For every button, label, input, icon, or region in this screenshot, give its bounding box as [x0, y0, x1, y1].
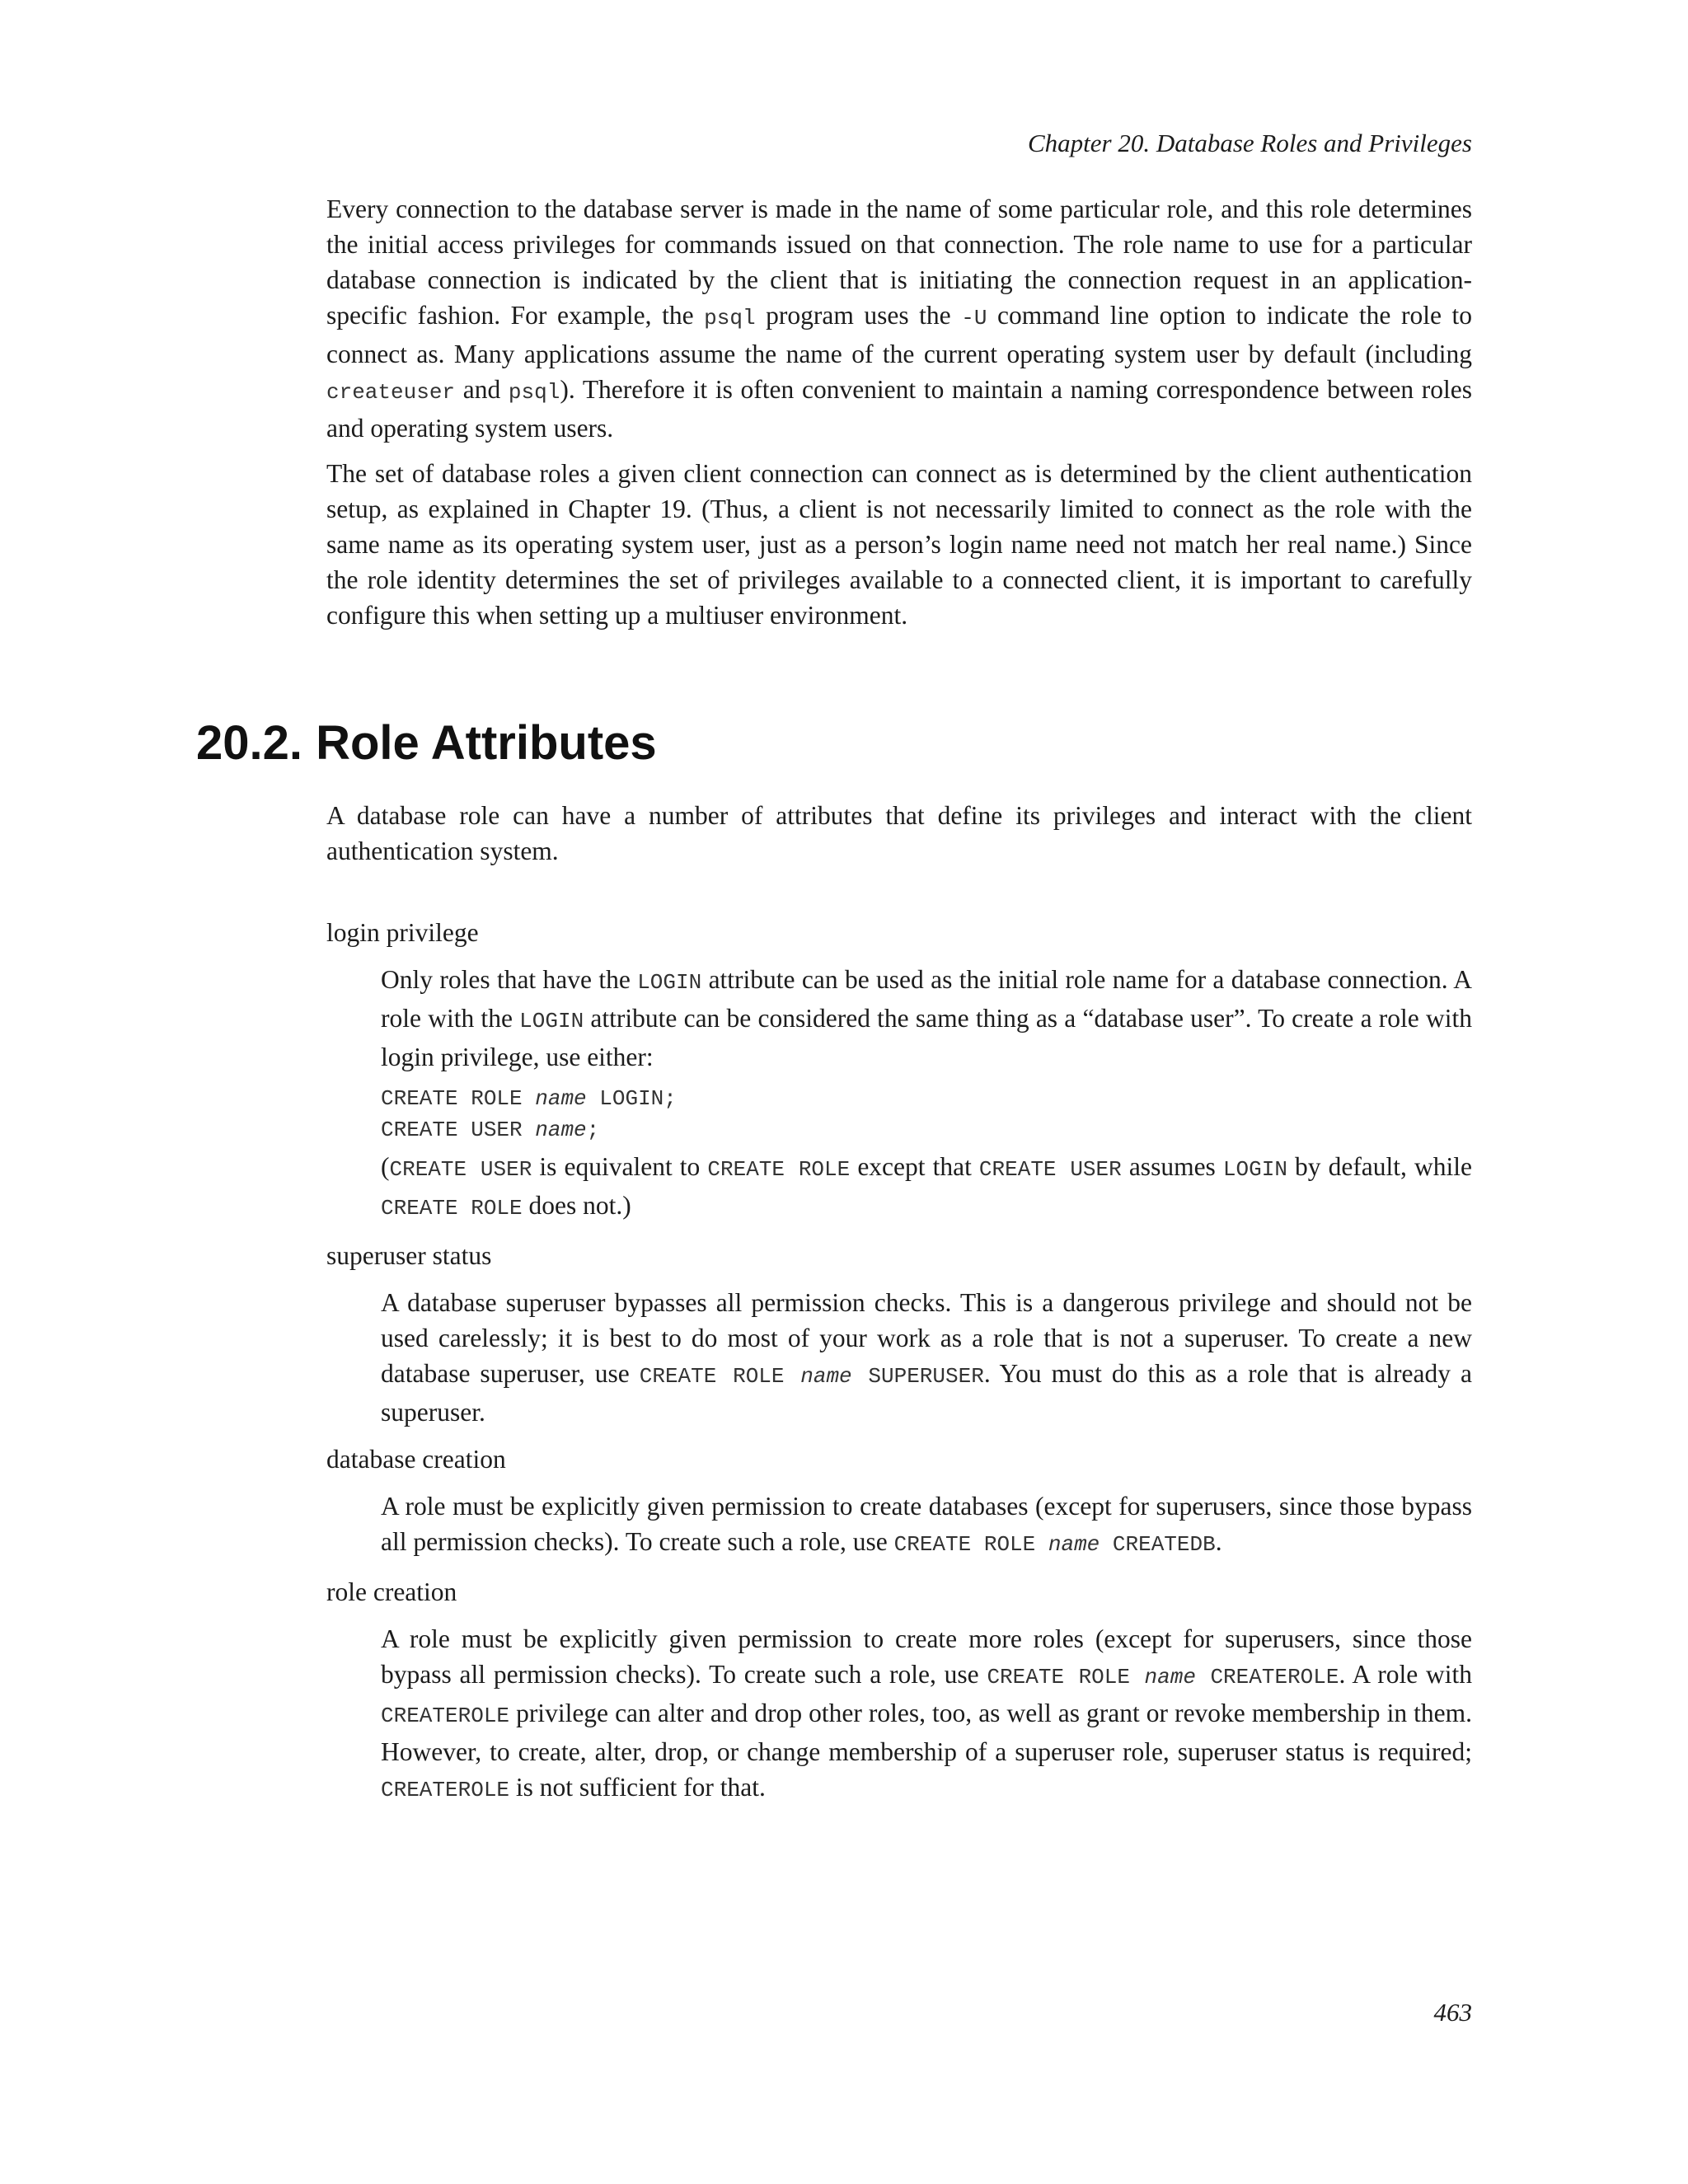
text-run: . A role with [1339, 1660, 1472, 1689]
code-placeholder: name [1144, 1665, 1196, 1690]
code-placeholder: name [535, 1118, 587, 1142]
definition-superuser-status [381, 1285, 1472, 1430]
code-run: CREATE ROLE [381, 1086, 536, 1111]
text-run: attribute can be used as the initial role name for a database connection. A role with the [381, 965, 1472, 1033]
code-run: CREATE ROLE [639, 1364, 801, 1389]
text-run: by default, while [1287, 1152, 1472, 1181]
term-database-creation: database creation [326, 1445, 506, 1474]
text-run: ). Therefore it is often convenient to maintain a naming correspondence between roles and operating system users. [326, 375, 1473, 443]
text-run: does not.) [522, 1191, 631, 1220]
code-run: SUPERUSER [851, 1364, 984, 1389]
inline-code: createuser [326, 380, 456, 405]
inline-code: psql [704, 306, 756, 330]
inline-code: CREATE ROLE [381, 1196, 523, 1221]
code-placeholder: name [800, 1364, 852, 1389]
inline-code: CREATEROLE [381, 1704, 510, 1728]
code-run: CREATEDB [1100, 1532, 1216, 1557]
intro-section [326, 191, 1472, 643]
definition-note [381, 1149, 1472, 1226]
text-run: is equivalent to [532, 1152, 708, 1181]
section-intro: A database role can have a number of attributes that define its privileges and interact with the client authentication system. [326, 801, 1472, 865]
inline-code: psql [508, 380, 560, 405]
text-run: . [1215, 1527, 1222, 1556]
inline-code [640, 1364, 984, 1389]
code-placeholder: name [1048, 1532, 1100, 1557]
text-run: Every connection to the database server is made in the name of some particular role, and this role determines the initial access privileges for commands issued on that connection. The role name to use for a particular database connection is indicated by the client that is initiating the connection request in an application-specific fashion. For example, the [326, 194, 1472, 330]
code-example [381, 1083, 1472, 1146]
text-run: A database superuser bypasses all permission checks. This is a dangerous privilege and should not be used carelessly; it is best to do most of your work as a role that is not a superuser. To create a new database superuser, use [381, 1288, 1472, 1388]
code-run: CREATEROLE [1195, 1665, 1339, 1690]
text-run: privilege can alter and drop other roles, too, as well as grant or revoke membership in them. However, to create, alter, drop, or change membership of a superuser role, superuser status is required; [381, 1699, 1472, 1766]
code-placeholder: name [535, 1086, 587, 1111]
term-role-creation: role creation [326, 1577, 457, 1606]
inline-code: CREATEROLE [381, 1778, 510, 1802]
text-run: assumes [1121, 1152, 1223, 1181]
text-run: command line option to indicate the role to connect as. Many applications assume the name of the current operating system user by default (including [326, 301, 1472, 368]
code-run: CREATE ROLE [987, 1665, 1145, 1690]
term-login-privilege: login privilege [326, 918, 479, 947]
section-heading: 20.2. Role Attributes [196, 716, 657, 770]
text-run: A role must be explicitly given permission to create databases (except for superusers, since those bypass all permission checks). To create such a role, use [381, 1492, 1472, 1556]
inline-code: -U [961, 306, 987, 330]
code-run: CREATE ROLE [893, 1532, 1048, 1557]
text-run: except that [850, 1152, 979, 1181]
code-run: CREATE USER [381, 1118, 536, 1142]
text-run: program uses the [755, 301, 962, 330]
text-run: attribute can be considered the same thing as a “database user”. To create a role with login privilege, use either: [381, 1004, 1472, 1071]
intro-paragraph-1 [326, 191, 1472, 446]
inline-code: LOGIN [637, 970, 702, 995]
inline-code: LOGIN [1222, 1157, 1287, 1182]
text-run: A role must be explicitly given permission to create more roles (except for superusers, since those bypass all permission checks). To create such a role, use [381, 1624, 1472, 1689]
definition-text [381, 1285, 1472, 1430]
definition-text [381, 1488, 1472, 1563]
definition-database-creation [381, 1488, 1472, 1563]
running-head: Chapter 20. Database Roles and Privileges [1028, 129, 1472, 157]
intro-paragraph-2: The set of database roles a given client connection can connect as is determined by the client authentication setup, as explained in Chapter 19. (Thus, a client is not necessarily limited to connect as the role with the same name as its operating system user, just as a person’s login name need not match her real name.) Since the role identity determines the set of privileges available to a connected client, it is important to carefully configure this when setting up a multiuser environment. [326, 459, 1472, 630]
inline-code: CREATE ROLE [707, 1157, 851, 1182]
definition-text [381, 962, 1472, 1075]
text-run: and [455, 375, 509, 404]
code-run: ; [586, 1118, 600, 1142]
text-run: is not sufficient for that. [509, 1773, 766, 1802]
page-number: 463 [1433, 1998, 1472, 2027]
inline-code: CREATE USER [389, 1157, 532, 1182]
definition-role-creation [381, 1621, 1472, 1808]
text-run: ( [381, 1152, 390, 1181]
inline-code: LOGIN [519, 1009, 584, 1033]
role-attributes-list [326, 798, 1472, 1820]
definition-text [381, 1621, 1472, 1808]
text-run: . You must do this as a role that is already a superuser. [381, 1359, 1472, 1427]
definition-login-privilege [381, 962, 1472, 1226]
inline-code [894, 1532, 1216, 1557]
inline-code [987, 1665, 1339, 1690]
code-run: LOGIN; [586, 1086, 677, 1111]
term-superuser-status: superuser status [326, 1241, 492, 1270]
text-run: Only roles that have the [381, 965, 638, 994]
inline-code: CREATE USER [978, 1157, 1122, 1182]
